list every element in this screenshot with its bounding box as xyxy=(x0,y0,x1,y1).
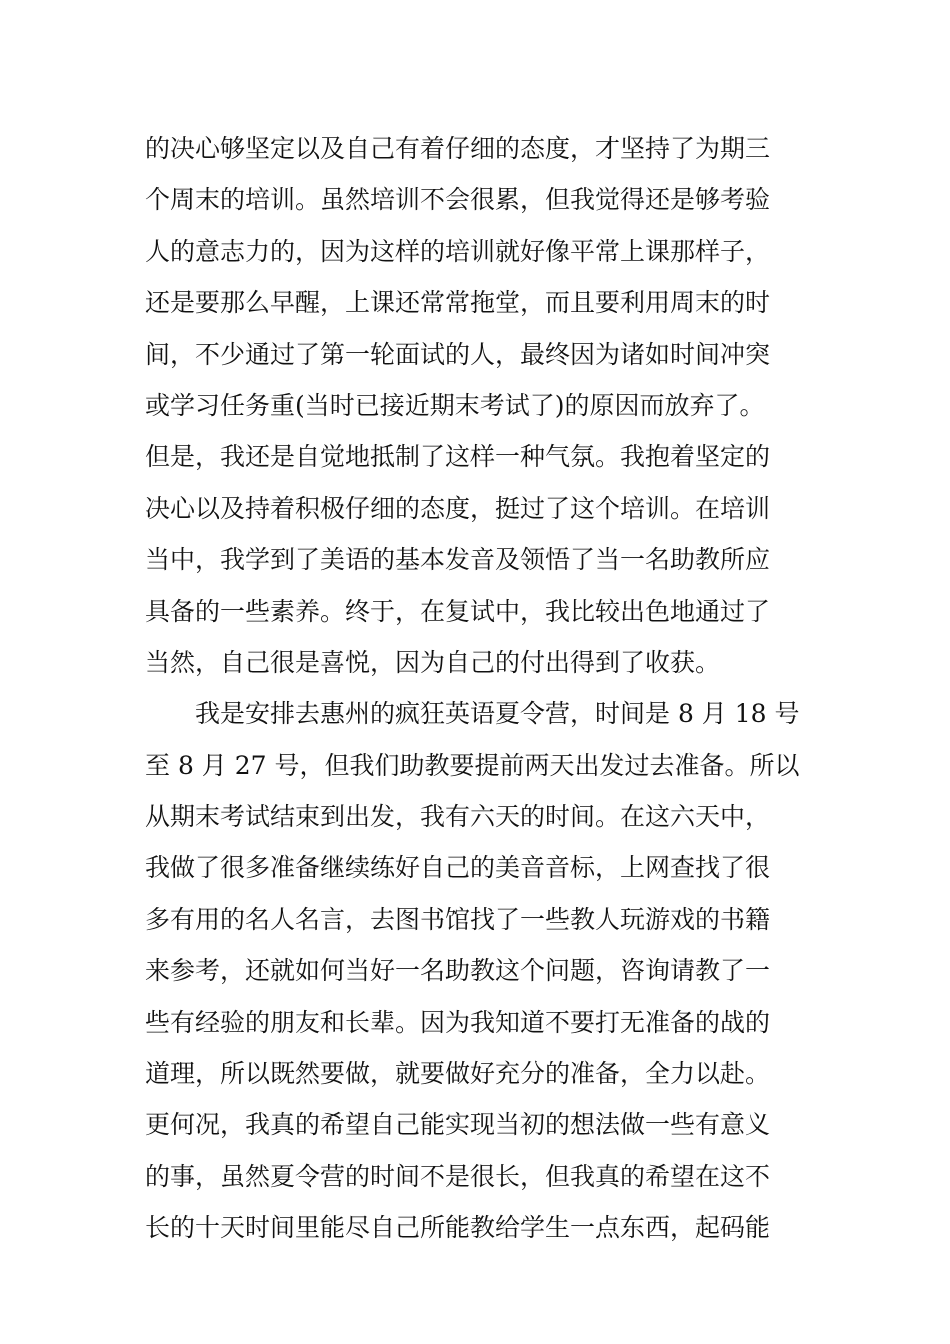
text-line: 或学习任务重(当时已接近期末考试了)的原因而放弃了。 xyxy=(145,390,765,420)
text-line: 些有经验的朋友和长辈。因为我知道不要打无准备的战的 xyxy=(145,1007,771,1037)
text-line: 人的意志力的，因为这样的培训就好像平常上课那样子， xyxy=(145,236,771,266)
text-line: 当中，我学到了美语的基本发音及领悟了当一名助教所应 xyxy=(145,545,771,575)
text-line: 来参考，还就如何当好一名助教这个问题，咨询请教了一 xyxy=(145,956,771,986)
text-line: 决心以及持着积极仔细的态度，挺过了这个培训。在培训 xyxy=(145,493,771,523)
text-line: 至 8 月 27 号，但我们助教要提前两天出发过去准备。所以 xyxy=(145,750,800,780)
text-line: 更何况，我真的希望自己能实现当初的想法做一些有意义 xyxy=(145,1110,771,1140)
text-line: 还是要那么早醒，上课还常常拖堂，而且要利用周末的时 xyxy=(145,288,771,318)
text-line: 的事，虽然夏令营的时间不是很长，但我真的希望在这不 xyxy=(145,1161,771,1191)
text-line: 长的十天时间里能尽自己所能教给学生一点东西，起码能 xyxy=(145,1213,771,1243)
text-line: 我做了很多准备继续练好自己的美音音标，上网查找了很 xyxy=(145,853,771,883)
text-line: 从期末考试结束到出发，我有六天的时间。在这六天中， xyxy=(145,802,771,832)
text-line: 多有用的名人名言，去图书馆找了一些教人玩游戏的书籍 xyxy=(145,904,771,934)
text-line: 当然，自己很是喜悦，因为自己的付出得到了收获。 xyxy=(145,647,721,677)
paragraph-start-line: 我是安排去惠州的疯狂英语夏令营，时间是 8 月 18 号 xyxy=(195,699,800,729)
text-line: 的决心够坚定以及自己有着仔细的态度，才坚持了为期三 xyxy=(145,134,771,163)
text-line: 具备的一些素养。终于，在复试中，我比较出色地通过了 xyxy=(145,596,771,626)
text-line: 道理，所以既然要做，就要做好充分的准备，全力以赴。 xyxy=(145,1059,771,1089)
text-line: 间，不少通过了第一轮面试的人，最终因为诸如时间冲突 xyxy=(145,339,771,369)
body-text xyxy=(145,123,810,1254)
text-line: 但是，我还是自觉地抵制了这样一种气氛。我抱着坚定的 xyxy=(145,442,771,472)
text-line: 个周末的培训。虽然培训不会很累，但我觉得还是够考验 xyxy=(145,185,771,215)
